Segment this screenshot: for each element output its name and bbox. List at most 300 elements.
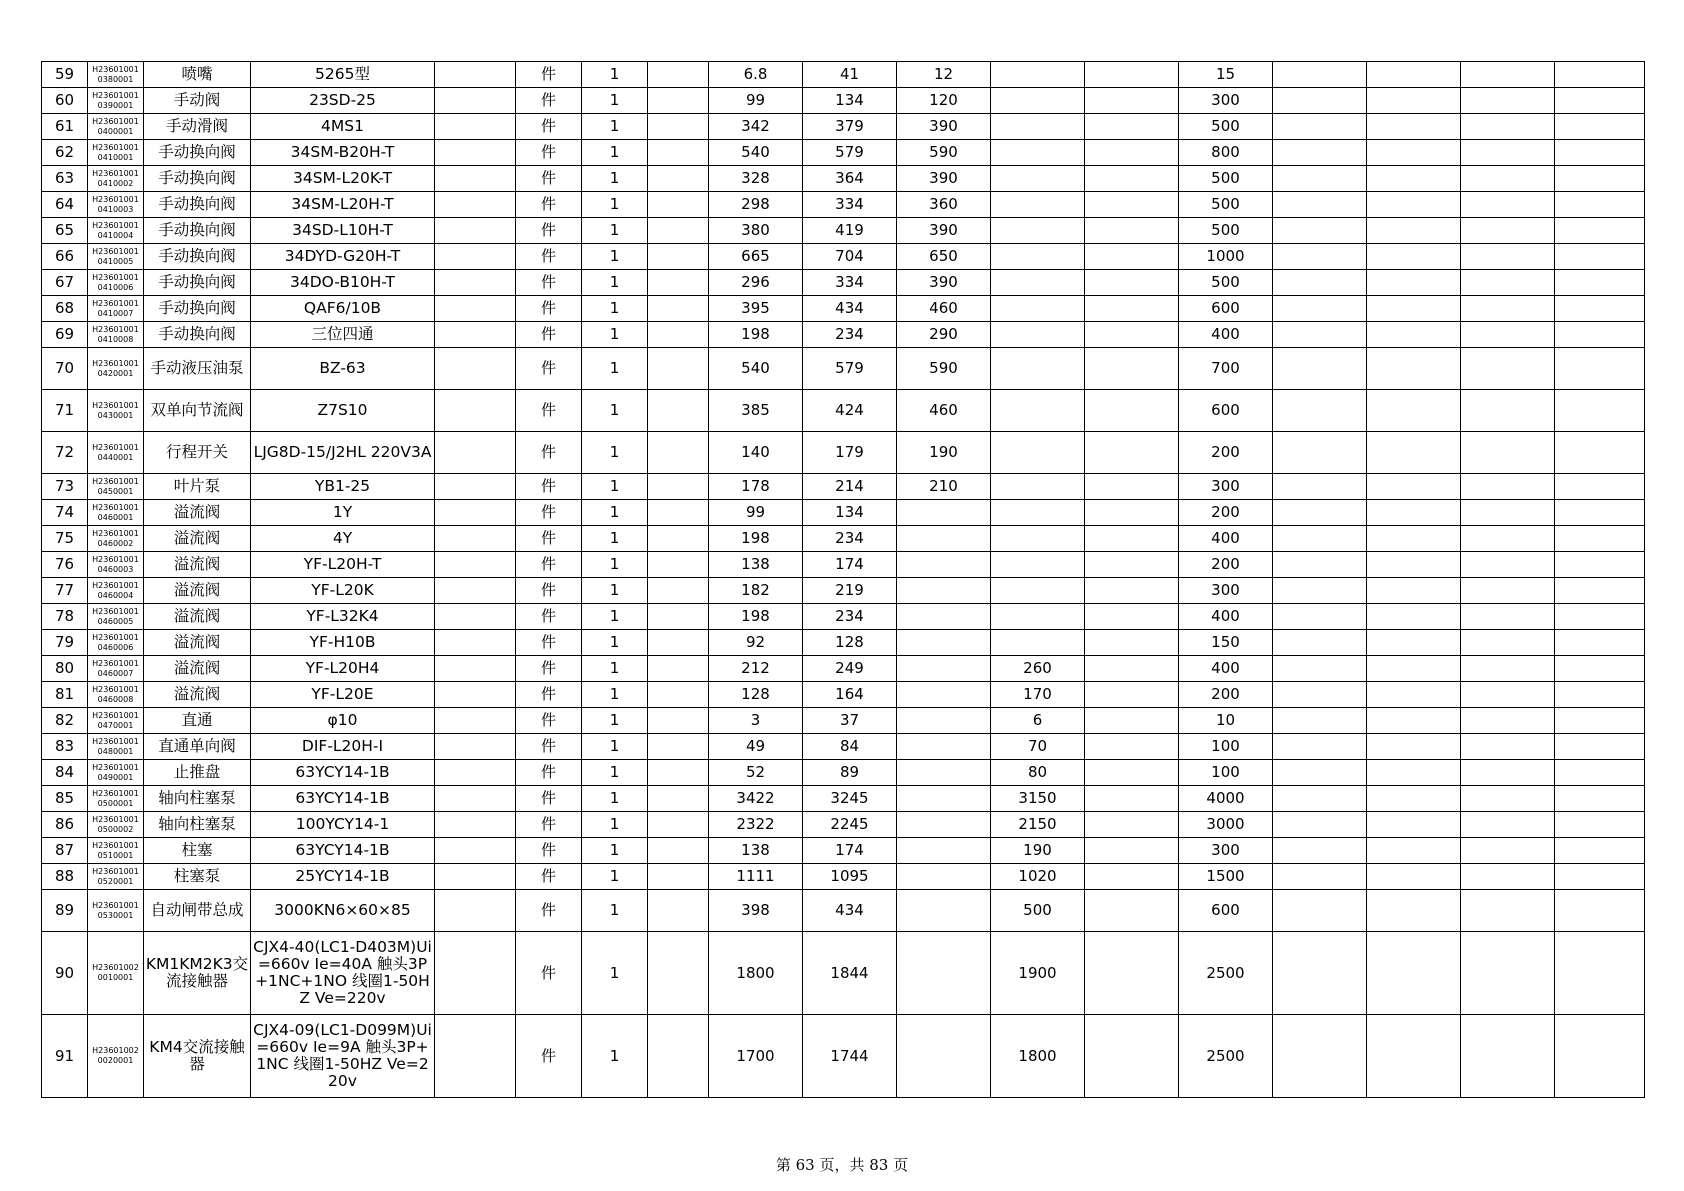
cell-p1: 140 [709, 432, 803, 474]
cell-code: H23601001 0460006 [88, 630, 144, 656]
cell-p4 [991, 348, 1085, 390]
cell-empty [1461, 166, 1555, 192]
cell-qty: 1 [582, 786, 648, 812]
cell-name: 直通单向阀 [144, 734, 251, 760]
cell-p5 [1085, 114, 1179, 140]
cell-empty [1461, 760, 1555, 786]
cell-unit: 件 [516, 526, 582, 552]
cell-empty [1461, 890, 1555, 932]
cell-empty [1461, 786, 1555, 812]
cell-empty [1461, 630, 1555, 656]
cell-p4 [991, 322, 1085, 348]
cell-empty [1461, 322, 1555, 348]
cell-p5 [1085, 192, 1179, 218]
cell-p5 [1085, 62, 1179, 88]
cell-p4 [991, 166, 1085, 192]
cell-p3 [897, 578, 991, 604]
cell-code: H23601001 0420001 [88, 348, 144, 390]
cell-empty [435, 604, 516, 630]
cell-p6: 500 [1179, 270, 1273, 296]
cell-empty [1461, 390, 1555, 432]
cell-p5 [1085, 140, 1179, 166]
cell-name: 手动换向阀 [144, 270, 251, 296]
cell-qty: 1 [582, 838, 648, 864]
cell-no: 79 [42, 630, 88, 656]
cell-p4 [991, 140, 1085, 166]
cell-code: H23601001 0440001 [88, 432, 144, 474]
cell-p3: 120 [897, 88, 991, 114]
cell-empty [1273, 270, 1367, 296]
cell-p3 [897, 786, 991, 812]
cell-qty: 1 [582, 552, 648, 578]
cell-spec: 34SM-L20K-T [251, 166, 435, 192]
cell-code: H23601001 0460003 [88, 552, 144, 578]
cell-qty: 1 [582, 526, 648, 552]
cell-empty [648, 760, 709, 786]
cell-empty [435, 812, 516, 838]
cell-empty [648, 62, 709, 88]
cell-p2: 364 [803, 166, 897, 192]
cell-p3: 360 [897, 192, 991, 218]
cell-empty [648, 708, 709, 734]
cell-no: 64 [42, 192, 88, 218]
cell-qty: 1 [582, 760, 648, 786]
cell-empty [1273, 604, 1367, 630]
cell-empty [435, 526, 516, 552]
table-row [42, 88, 1645, 114]
cell-p2: 2245 [803, 812, 897, 838]
cell-empty [648, 192, 709, 218]
cell-empty [1461, 932, 1555, 1015]
cell-name: 溢流阀 [144, 526, 251, 552]
cell-p4: 260 [991, 656, 1085, 682]
cell-unit: 件 [516, 192, 582, 218]
cell-unit: 件 [516, 682, 582, 708]
cell-empty [1555, 296, 1645, 322]
cell-p4: 190 [991, 838, 1085, 864]
cell-empty [1273, 656, 1367, 682]
cell-p6: 200 [1179, 552, 1273, 578]
cell-empty [1367, 708, 1461, 734]
cell-empty [1367, 1015, 1461, 1098]
cell-spec: YB1-25 [251, 474, 435, 500]
cell-p2: 164 [803, 682, 897, 708]
cell-empty [1367, 140, 1461, 166]
cell-p2: 434 [803, 296, 897, 322]
table-row [42, 296, 1645, 322]
cell-empty [1555, 760, 1645, 786]
cell-empty [1367, 932, 1461, 1015]
cell-p3 [897, 734, 991, 760]
cell-unit: 件 [516, 62, 582, 88]
cell-empty [1273, 682, 1367, 708]
cell-no: 86 [42, 812, 88, 838]
cell-empty [1273, 192, 1367, 218]
table-row [42, 500, 1645, 526]
cell-p3 [897, 682, 991, 708]
cell-p1: 198 [709, 322, 803, 348]
cell-name: 柱塞 [144, 838, 251, 864]
cell-empty [1461, 526, 1555, 552]
cell-p3: 12 [897, 62, 991, 88]
cell-empty [435, 322, 516, 348]
cell-p5 [1085, 474, 1179, 500]
cell-p5 [1085, 166, 1179, 192]
cell-empty [1273, 734, 1367, 760]
cell-p2: 334 [803, 192, 897, 218]
cell-p6: 2500 [1179, 1015, 1273, 1098]
cell-unit: 件 [516, 578, 582, 604]
cell-p4 [991, 526, 1085, 552]
cell-name: 行程开关 [144, 432, 251, 474]
table-row [42, 630, 1645, 656]
cell-empty [1555, 630, 1645, 656]
cell-no: 81 [42, 682, 88, 708]
cell-p4: 170 [991, 682, 1085, 708]
cell-qty: 1 [582, 390, 648, 432]
cell-name: 手动换向阀 [144, 296, 251, 322]
cell-empty [1367, 526, 1461, 552]
cell-p2: 579 [803, 140, 897, 166]
cell-p3: 190 [897, 432, 991, 474]
cell-p3 [897, 552, 991, 578]
cell-empty [648, 932, 709, 1015]
cell-name: 溢流阀 [144, 578, 251, 604]
cell-no: 80 [42, 656, 88, 682]
cell-empty [435, 630, 516, 656]
cell-p2: 219 [803, 578, 897, 604]
cell-unit: 件 [516, 390, 582, 432]
cell-empty [648, 812, 709, 838]
cell-empty [1555, 708, 1645, 734]
cell-empty [1367, 432, 1461, 474]
cell-code: H23601001 0460001 [88, 500, 144, 526]
cell-p2: 579 [803, 348, 897, 390]
cell-code: H23601001 0410005 [88, 244, 144, 270]
cell-p5 [1085, 296, 1179, 322]
cell-p4 [991, 114, 1085, 140]
cell-empty [1555, 62, 1645, 88]
cell-empty [648, 578, 709, 604]
cell-p2: 234 [803, 526, 897, 552]
cell-no: 74 [42, 500, 88, 526]
cell-p2: 234 [803, 322, 897, 348]
cell-empty [435, 390, 516, 432]
cell-p1: 398 [709, 890, 803, 932]
cell-empty [1273, 838, 1367, 864]
cell-name: 轴向柱塞泵 [144, 812, 251, 838]
cell-unit: 件 [516, 88, 582, 114]
cell-spec: 100YCY14-1 [251, 812, 435, 838]
cell-p5 [1085, 786, 1179, 812]
cell-unit: 件 [516, 838, 582, 864]
cell-no: 71 [42, 390, 88, 432]
cell-empty [1555, 140, 1645, 166]
cell-spec: 63YCY14-1B [251, 760, 435, 786]
cell-empty [648, 552, 709, 578]
cell-p6: 500 [1179, 114, 1273, 140]
cell-no: 75 [42, 526, 88, 552]
cell-qty: 1 [582, 348, 648, 390]
cell-empty [648, 296, 709, 322]
cell-empty [435, 734, 516, 760]
cell-p1: 296 [709, 270, 803, 296]
cell-p6: 1500 [1179, 864, 1273, 890]
cell-empty [648, 500, 709, 526]
cell-empty [1461, 270, 1555, 296]
cell-empty [1555, 734, 1645, 760]
cell-empty [1555, 270, 1645, 296]
cell-spec: YF-L32K4 [251, 604, 435, 630]
cell-unit: 件 [516, 244, 582, 270]
cell-spec: 34SM-B20H-T [251, 140, 435, 166]
cell-empty [435, 578, 516, 604]
cell-code: H23601001 0460002 [88, 526, 144, 552]
cell-qty: 1 [582, 656, 648, 682]
cell-empty [1555, 932, 1645, 1015]
cell-spec: 63YCY14-1B [251, 786, 435, 812]
cell-empty [1461, 88, 1555, 114]
cell-empty [1555, 838, 1645, 864]
cell-no: 65 [42, 218, 88, 244]
cell-empty [1461, 114, 1555, 140]
table-row [42, 348, 1645, 390]
cell-unit: 件 [516, 1015, 582, 1098]
cell-p6: 300 [1179, 838, 1273, 864]
cell-empty [435, 244, 516, 270]
cell-p1: 6.8 [709, 62, 803, 88]
cell-empty [1555, 432, 1645, 474]
cell-code: H23601001 0500002 [88, 812, 144, 838]
cell-qty: 1 [582, 604, 648, 630]
cell-p5 [1085, 500, 1179, 526]
cell-empty [1273, 296, 1367, 322]
cell-no: 77 [42, 578, 88, 604]
cell-name: 止推盘 [144, 760, 251, 786]
cell-p4: 1800 [991, 1015, 1085, 1098]
cell-empty [1273, 864, 1367, 890]
cell-unit: 件 [516, 348, 582, 390]
cell-p1: 3422 [709, 786, 803, 812]
cell-name: 手动换向阀 [144, 140, 251, 166]
cell-no: 61 [42, 114, 88, 140]
cell-p6: 15 [1179, 62, 1273, 88]
cell-empty [648, 244, 709, 270]
cell-empty [1555, 244, 1645, 270]
cell-p2: 214 [803, 474, 897, 500]
cell-unit: 件 [516, 932, 582, 1015]
page-footer: 第 63 页，共 83 页 [775, 1156, 909, 1174]
cell-spec: 5265型 [251, 62, 435, 88]
cell-code: H23601001 0460004 [88, 578, 144, 604]
cell-empty [1555, 218, 1645, 244]
cell-p1: 212 [709, 656, 803, 682]
cell-p5 [1085, 630, 1179, 656]
cell-empty [435, 838, 516, 864]
cell-p5 [1085, 890, 1179, 932]
cell-no: 68 [42, 296, 88, 322]
cell-name: 手动液压油泵 [144, 348, 251, 390]
cell-p3 [897, 838, 991, 864]
cell-no: 83 [42, 734, 88, 760]
cell-code: H23601002 0010001 [88, 932, 144, 1015]
cell-empty [1367, 322, 1461, 348]
cell-p4 [991, 432, 1085, 474]
cell-p6: 200 [1179, 682, 1273, 708]
cell-empty [648, 526, 709, 552]
cell-code: H23601001 0460005 [88, 604, 144, 630]
cell-p5 [1085, 348, 1179, 390]
cell-no: 88 [42, 864, 88, 890]
cell-empty [1555, 500, 1645, 526]
cell-p1: 99 [709, 500, 803, 526]
cell-p5 [1085, 708, 1179, 734]
cell-code: H23601001 0430001 [88, 390, 144, 432]
cell-p3: 290 [897, 322, 991, 348]
table-row [42, 708, 1645, 734]
cell-p5 [1085, 656, 1179, 682]
cell-qty: 1 [582, 708, 648, 734]
cell-empty [435, 88, 516, 114]
cell-unit: 件 [516, 552, 582, 578]
cell-spec: 23SD-25 [251, 88, 435, 114]
cell-empty [1367, 552, 1461, 578]
cell-qty: 1 [582, 1015, 648, 1098]
cell-p3 [897, 526, 991, 552]
cell-empty [1273, 166, 1367, 192]
cell-no: 90 [42, 932, 88, 1015]
cell-qty: 1 [582, 812, 648, 838]
cell-empty [648, 630, 709, 656]
cell-empty [435, 432, 516, 474]
cell-empty [1461, 578, 1555, 604]
cell-empty [435, 62, 516, 88]
cell-spec: 63YCY14-1B [251, 838, 435, 864]
cell-empty [1273, 348, 1367, 390]
cell-p3: 390 [897, 270, 991, 296]
cell-name: 溢流阀 [144, 630, 251, 656]
cell-empty [1273, 140, 1367, 166]
cell-empty [1461, 682, 1555, 708]
cell-qty: 1 [582, 88, 648, 114]
cell-p5 [1085, 864, 1179, 890]
cell-unit: 件 [516, 474, 582, 500]
cell-empty [435, 270, 516, 296]
table-row [42, 760, 1645, 786]
cell-empty [1555, 786, 1645, 812]
cell-qty: 1 [582, 322, 648, 348]
cell-empty [648, 838, 709, 864]
cell-empty [435, 864, 516, 890]
cell-empty [1555, 390, 1645, 432]
cell-p5 [1085, 578, 1179, 604]
table-row [42, 270, 1645, 296]
cell-empty [1273, 526, 1367, 552]
cell-empty [1461, 500, 1555, 526]
cell-empty [1273, 114, 1367, 140]
cell-p4: 3150 [991, 786, 1085, 812]
cell-qty: 1 [582, 630, 648, 656]
cell-spec: YF-L20K [251, 578, 435, 604]
cell-code: H23601001 0410008 [88, 322, 144, 348]
cell-empty [435, 500, 516, 526]
cell-empty [1273, 322, 1367, 348]
cell-empty [1555, 864, 1645, 890]
cell-name: 溢流阀 [144, 500, 251, 526]
cell-p1: 385 [709, 390, 803, 432]
cell-qty: 1 [582, 432, 648, 474]
cell-p5 [1085, 390, 1179, 432]
cell-p5 [1085, 838, 1179, 864]
cell-empty [1461, 812, 1555, 838]
cell-empty [435, 166, 516, 192]
cell-unit: 件 [516, 114, 582, 140]
cell-p5 [1085, 322, 1179, 348]
table-row [42, 114, 1645, 140]
cell-empty [435, 192, 516, 218]
cell-spec: CJX4-09(LC1-D099M)Ui=660v Ie=9A 触头3P+1NC 线圈1-50HZ Ve=220v [251, 1015, 435, 1098]
cell-p2: 89 [803, 760, 897, 786]
cell-spec: 三位四通 [251, 322, 435, 348]
cell-code: H23601001 0490001 [88, 760, 144, 786]
cell-p2: 1744 [803, 1015, 897, 1098]
cell-empty [435, 932, 516, 1015]
cell-spec: CJX4-40(LC1-D403M)Ui=660v Ie=40A 触头3P+1NC+1NO 线圈1-50HZ Ve=220v [251, 932, 435, 1015]
cell-p1: 342 [709, 114, 803, 140]
cell-code: H23601001 0400001 [88, 114, 144, 140]
cell-qty: 1 [582, 166, 648, 192]
cell-unit: 件 [516, 296, 582, 322]
cell-empty [1461, 474, 1555, 500]
cell-empty [648, 786, 709, 812]
cell-p2: 704 [803, 244, 897, 270]
cell-empty [1555, 1015, 1645, 1098]
cell-p1: 128 [709, 682, 803, 708]
cell-spec: 3000KN6×60×85 [251, 890, 435, 932]
cell-p6: 400 [1179, 656, 1273, 682]
cell-p2: 174 [803, 552, 897, 578]
cell-p3 [897, 604, 991, 630]
cell-p2: 1095 [803, 864, 897, 890]
cell-empty [1367, 296, 1461, 322]
cell-p4 [991, 192, 1085, 218]
cell-p6: 150 [1179, 630, 1273, 656]
cell-qty: 1 [582, 296, 648, 322]
cell-empty [435, 114, 516, 140]
cell-qty: 1 [582, 890, 648, 932]
table-row [42, 1015, 1645, 1098]
cell-empty [1555, 114, 1645, 140]
cell-p4: 6 [991, 708, 1085, 734]
cell-p1: 92 [709, 630, 803, 656]
cell-p3 [897, 812, 991, 838]
table-row [42, 734, 1645, 760]
cell-p2: 434 [803, 890, 897, 932]
cell-empty [1273, 390, 1367, 432]
cell-unit: 件 [516, 656, 582, 682]
cell-qty: 1 [582, 682, 648, 708]
cell-p6: 500 [1179, 218, 1273, 244]
cell-p5 [1085, 218, 1179, 244]
cell-p4: 2150 [991, 812, 1085, 838]
cell-empty [1367, 244, 1461, 270]
table-row [42, 244, 1645, 270]
cell-code: H23601001 0410004 [88, 218, 144, 244]
cell-p2: 419 [803, 218, 897, 244]
cell-empty [1555, 812, 1645, 838]
cell-p6: 1000 [1179, 244, 1273, 270]
cell-p5 [1085, 812, 1179, 838]
